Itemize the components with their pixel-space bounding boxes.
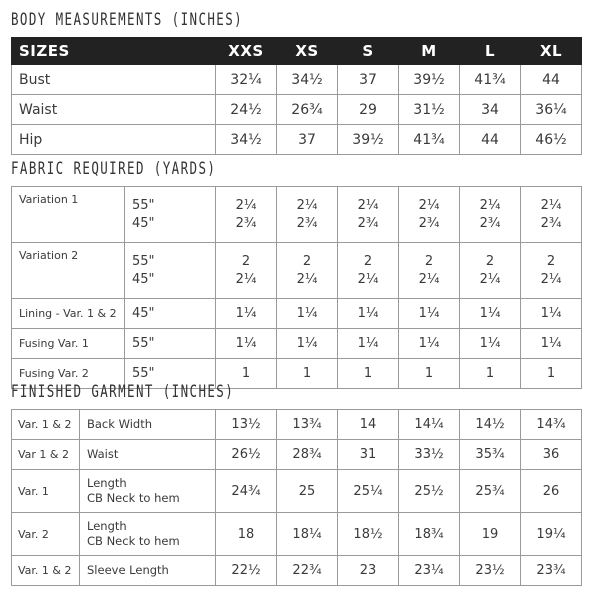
fabric-value-cell — [277, 243, 338, 299]
finished-garment-table — [11, 409, 582, 586]
fabric-width-cell — [125, 243, 216, 299]
fabric-width: 45" — [132, 215, 155, 231]
fabric-row — [12, 187, 582, 243]
fabric-yardage: 2¼ — [235, 197, 257, 213]
fabric-yardage: 2¼ — [235, 271, 257, 287]
finished-value-cell: 31 — [338, 440, 399, 470]
body-value-cell: 34½ — [216, 125, 277, 155]
fabric-width: 55" — [132, 253, 155, 269]
fabric-width-cell — [125, 329, 216, 359]
finished-row-label: Var. 1 & 2 — [12, 410, 80, 440]
finished-value-cell: 14¾ — [521, 410, 582, 440]
fabric-width: 45" — [132, 271, 155, 287]
body-value-cell: 32¼ — [216, 65, 277, 95]
body-measurements-title: BODY MEASUREMENTS (INCHES) — [11, 9, 244, 30]
sizes-header: SIZES — [12, 38, 216, 65]
finished-row — [12, 470, 582, 513]
fabric-value-cell — [216, 329, 277, 359]
finished-value-cell: 25¼ — [338, 470, 399, 513]
finished-measure-cell — [80, 410, 216, 440]
fabric-width-cell — [125, 187, 216, 243]
size-l-header: L — [460, 38, 521, 65]
fabric-yardage: 1¼ — [418, 305, 440, 321]
fabric-yardage: 2¾ — [479, 215, 501, 231]
fabric-width: 55" — [132, 197, 155, 213]
finished-value-cell: 14½ — [460, 410, 521, 440]
body-measurements-table — [11, 37, 582, 155]
finished-row-label: Var 1 & 2 — [12, 440, 80, 470]
fabric-yardage: 2 — [546, 253, 556, 269]
finished-value-cell: 19¼ — [521, 513, 582, 556]
fabric-value-cell — [521, 299, 582, 329]
finished-value-cell: 14 — [338, 410, 399, 440]
body-row — [12, 65, 582, 95]
body-value-cell: 39½ — [399, 65, 460, 95]
fabric-yardage: 2¾ — [540, 215, 562, 231]
finished-measure-name: Sleeve Length — [87, 563, 169, 577]
fabric-value-cell — [460, 359, 521, 389]
fabric-yardage: 2 — [363, 253, 373, 269]
finished-measure-name: CB Neck to hem — [87, 534, 180, 548]
fabric-value-cell — [216, 187, 277, 243]
finished-measure-cell — [80, 440, 216, 470]
fabric-value-cell — [399, 243, 460, 299]
finished-value-cell: 35¾ — [460, 440, 521, 470]
fabric-row — [12, 243, 582, 299]
fabric-yardage: 1 — [424, 365, 434, 381]
fabric-value-cell — [399, 329, 460, 359]
fabric-value-cell — [338, 299, 399, 329]
fabric-yardage: 2¾ — [296, 215, 318, 231]
finished-garment-title: FINISHED GARMENT (INCHES) — [11, 381, 235, 402]
finished-value-cell: 18¼ — [277, 513, 338, 556]
fabric-value-cell — [521, 329, 582, 359]
body-row-label: Bust — [12, 65, 216, 95]
fabric-yardage: 1¼ — [296, 305, 318, 321]
body-row-label: Waist — [12, 95, 216, 125]
body-value-cell: 26¾ — [277, 95, 338, 125]
finished-value-cell: 25¾ — [460, 470, 521, 513]
finished-value-cell: 24¾ — [216, 470, 277, 513]
fabric-yardage: 1¼ — [296, 335, 318, 351]
fabric-value-cell — [277, 187, 338, 243]
size-xs-header: XS — [277, 38, 338, 65]
body-value-cell: 34½ — [277, 65, 338, 95]
finished-measure-name: CB Neck to hem — [87, 491, 180, 505]
fabric-yardage: 2 — [241, 253, 251, 269]
body-value-cell: 44 — [521, 65, 582, 95]
fabric-yardage: 1¼ — [479, 335, 501, 351]
body-value-cell: 37 — [277, 125, 338, 155]
fabric-yardage: 2¼ — [540, 197, 562, 213]
body-value-cell: 24½ — [216, 95, 277, 125]
finished-value-cell: 14¼ — [399, 410, 460, 440]
fabric-yardage: 2¼ — [418, 271, 440, 287]
fabric-value-cell — [338, 329, 399, 359]
fabric-value-cell — [521, 359, 582, 389]
fabric-yardage: 1¼ — [357, 305, 379, 321]
size-xl-header: XL — [521, 38, 582, 65]
fabric-value-cell — [338, 187, 399, 243]
fabric-value-cell — [277, 359, 338, 389]
fabric-value-cell — [277, 329, 338, 359]
finished-measure-name: Waist — [87, 447, 119, 461]
fabric-row — [12, 329, 582, 359]
body-row — [12, 125, 582, 155]
finished-value-cell: 22¾ — [277, 556, 338, 586]
fabric-yardage: 2¼ — [479, 271, 501, 287]
size-xxs-header: XXS — [216, 38, 277, 65]
finished-value-cell: 23¼ — [399, 556, 460, 586]
fabric-row-label: Variation 2 — [12, 243, 125, 299]
fabric-value-cell — [460, 243, 521, 299]
fabric-yardage: 2¼ — [540, 271, 562, 287]
fabric-yardage: 1 — [363, 365, 373, 381]
fabric-width-cell — [125, 299, 216, 329]
finished-row-label: Var. 2 — [12, 513, 80, 556]
sizes-header-row — [12, 38, 582, 65]
finished-value-cell: 36 — [521, 440, 582, 470]
finished-row — [12, 556, 582, 586]
fabric-width: 55" — [132, 365, 155, 381]
fabric-yardage: 2 — [485, 253, 495, 269]
fabric-row — [12, 299, 582, 329]
finished-value-cell: 26½ — [216, 440, 277, 470]
fabric-yardage: 1¼ — [357, 335, 379, 351]
body-value-cell: 44 — [460, 125, 521, 155]
fabric-yardage: 1¼ — [235, 335, 257, 351]
finished-value-cell: 22½ — [216, 556, 277, 586]
finished-value-cell: 26 — [521, 470, 582, 513]
fabric-yardage: 2¾ — [357, 215, 379, 231]
finished-value-cell: 13¾ — [277, 410, 338, 440]
fabric-width: 45" — [132, 305, 155, 321]
fabric-value-cell — [521, 187, 582, 243]
fabric-value-cell — [277, 299, 338, 329]
fabric-yardage: 1¼ — [235, 305, 257, 321]
body-value-cell: 37 — [338, 65, 399, 95]
fabric-row-label: Lining - Var. 1 & 2 — [12, 299, 125, 329]
body-value-cell: 34 — [460, 95, 521, 125]
body-value-cell: 46½ — [521, 125, 582, 155]
fabric-value-cell — [399, 187, 460, 243]
finished-value-cell: 28¾ — [277, 440, 338, 470]
fabric-width: 55" — [132, 335, 155, 351]
finished-row — [12, 513, 582, 556]
fabric-row-label: Fusing Var. 2 — [12, 359, 125, 389]
fabric-yardage: 2¾ — [235, 215, 257, 231]
fabric-value-cell — [216, 243, 277, 299]
fabric-yardage: 1¼ — [540, 335, 562, 351]
finished-value-cell: 25½ — [399, 470, 460, 513]
fabric-yardage: 2 — [424, 253, 434, 269]
fabric-value-cell — [460, 187, 521, 243]
fabric-yardage: 1¼ — [540, 305, 562, 321]
finished-value-cell: 33½ — [399, 440, 460, 470]
finished-measure-name: Length — [87, 519, 127, 533]
finished-measure-cell — [80, 470, 216, 513]
finished-row — [12, 410, 582, 440]
finished-row-label: Var. 1 — [12, 470, 80, 513]
fabric-yardage: 1¼ — [479, 305, 501, 321]
fabric-value-cell — [399, 299, 460, 329]
fabric-yardage: 2 — [302, 253, 312, 269]
finished-measure-cell — [80, 556, 216, 586]
finished-value-cell: 18½ — [338, 513, 399, 556]
finished-row-label: Var. 1 & 2 — [12, 556, 80, 586]
fabric-yardage: 2¼ — [296, 271, 318, 287]
body-value-cell: 41¾ — [460, 65, 521, 95]
fabric-yardage: 2¼ — [357, 271, 379, 287]
finished-measure-name: Length — [87, 476, 127, 490]
fabric-yardage: 1¼ — [418, 335, 440, 351]
finished-measure-name: Back Width — [87, 417, 152, 431]
fabric-yardage: 1 — [241, 365, 251, 381]
body-value-cell: 39½ — [338, 125, 399, 155]
size-m-header: M — [399, 38, 460, 65]
fabric-yardage: 1 — [546, 365, 556, 381]
finished-value-cell: 25 — [277, 470, 338, 513]
body-row — [12, 95, 582, 125]
finished-value-cell: 23¾ — [521, 556, 582, 586]
fabric-value-cell — [521, 243, 582, 299]
fabric-value-cell — [460, 299, 521, 329]
fabric-yardage: 2¼ — [418, 197, 440, 213]
finished-value-cell: 18 — [216, 513, 277, 556]
finished-row — [12, 440, 582, 470]
fabric-value-cell — [338, 243, 399, 299]
fabric-row-label: Variation 1 — [12, 187, 125, 243]
fabric-row-label: Fusing Var. 1 — [12, 329, 125, 359]
body-value-cell: 36¼ — [521, 95, 582, 125]
fabric-value-cell — [216, 299, 277, 329]
fabric-yardage: 2¼ — [296, 197, 318, 213]
fabric-value-cell — [399, 359, 460, 389]
finished-value-cell: 13½ — [216, 410, 277, 440]
finished-value-cell: 19 — [460, 513, 521, 556]
finished-value-cell: 23 — [338, 556, 399, 586]
fabric-required-table — [11, 186, 582, 389]
fabric-required-title: FABRIC REQUIRED (YARDS) — [11, 158, 217, 179]
finished-measure-cell — [80, 513, 216, 556]
fabric-value-cell — [338, 359, 399, 389]
finished-value-cell: 23½ — [460, 556, 521, 586]
fabric-yardage: 2¾ — [418, 215, 440, 231]
finished-value-cell: 18¾ — [399, 513, 460, 556]
body-value-cell: 41¾ — [399, 125, 460, 155]
body-value-cell: 31½ — [399, 95, 460, 125]
fabric-yardage: 2¼ — [479, 197, 501, 213]
fabric-yardage: 2¼ — [357, 197, 379, 213]
fabric-value-cell — [460, 329, 521, 359]
fabric-yardage: 1 — [302, 365, 312, 381]
body-value-cell: 29 — [338, 95, 399, 125]
body-row-label: Hip — [12, 125, 216, 155]
size-s-header: S — [338, 38, 399, 65]
fabric-yardage: 1 — [485, 365, 495, 381]
